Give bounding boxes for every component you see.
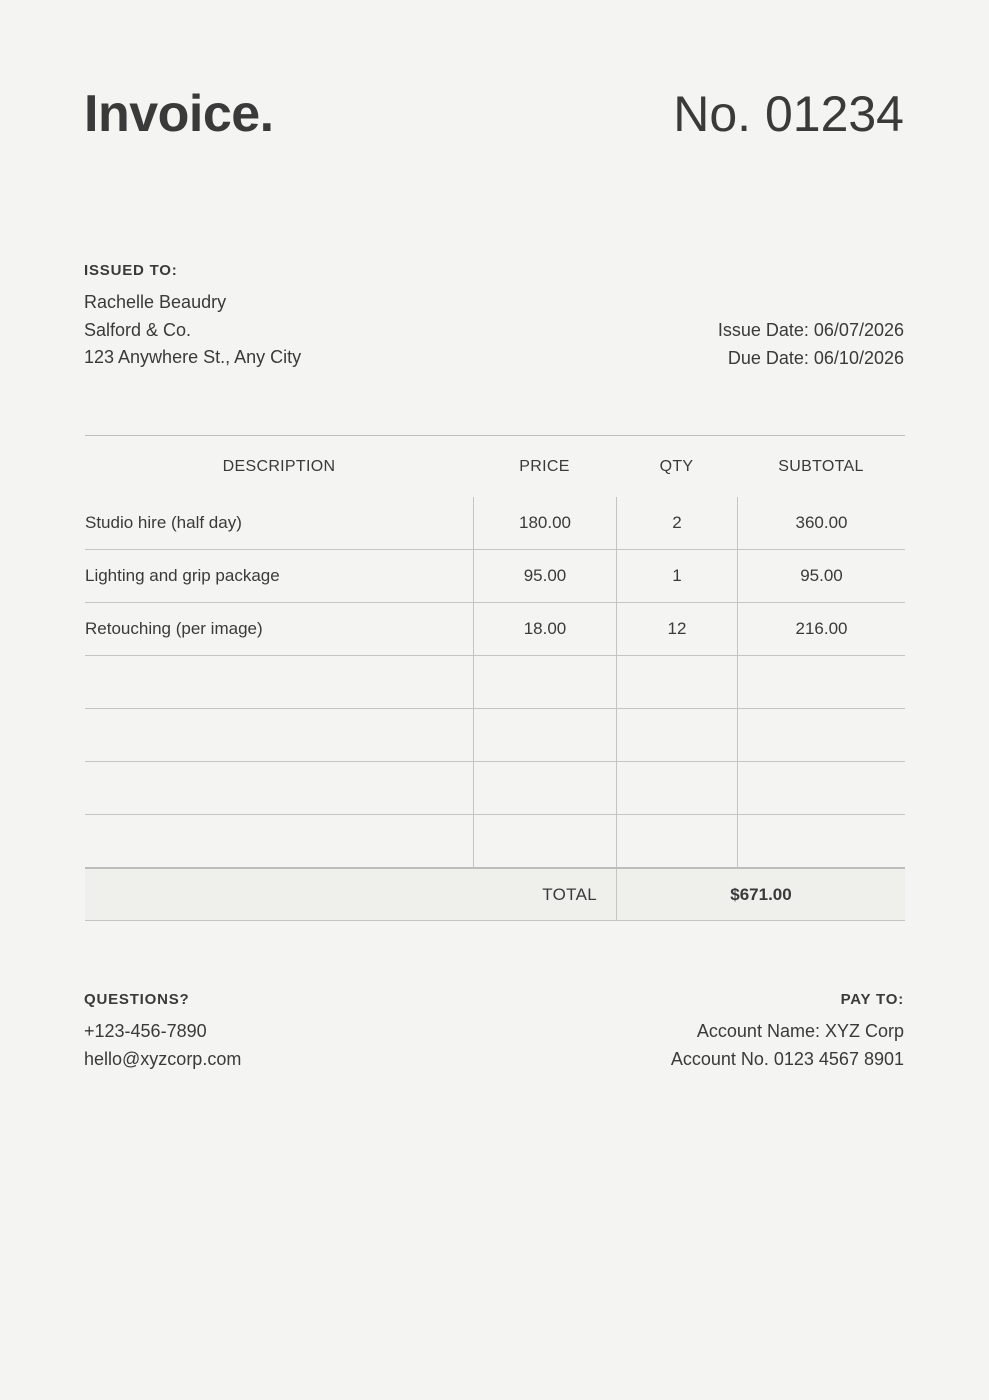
table-row <box>85 656 905 709</box>
row-subtotal: 360.00 <box>737 497 905 549</box>
row-subtotal <box>737 709 905 761</box>
total-label: TOTAL <box>542 884 597 904</box>
dates-block <box>718 317 904 372</box>
row-description <box>85 709 473 761</box>
client-company: Salford & Co. <box>84 319 192 340</box>
total-value: $671.00 <box>616 869 905 920</box>
questions-block <box>84 991 241 1073</box>
issued-to-block <box>84 262 301 372</box>
column-header-price: PRICE <box>519 457 570 475</box>
row-qty <box>616 709 737 761</box>
row-price: 95.00 <box>473 550 616 602</box>
row-subtotal <box>737 762 905 814</box>
row-qty: 12 <box>616 603 737 655</box>
row-price <box>473 815 616 867</box>
row-description: Retouching (per image) <box>85 619 263 638</box>
invoice-title: Invoice. <box>84 85 274 143</box>
due-date: Due Date: 06/10/2026 <box>727 347 904 368</box>
client-name: Rachelle Beaudry <box>84 292 227 312</box>
row-subtotal <box>737 656 905 708</box>
column-header-qty: QTY <box>659 457 694 475</box>
column-header-description: DESCRIPTION <box>222 457 336 475</box>
client-address: 123 Anywhere St., Any City <box>84 347 302 367</box>
invoice-table <box>85 435 905 921</box>
account-number: Account No. 0123 4567 8901 <box>670 1048 904 1069</box>
pay-to-heading: PAY TO: <box>840 991 904 1008</box>
table-header <box>85 436 905 497</box>
table-row <box>85 497 905 550</box>
row-qty <box>616 762 737 814</box>
row-qty <box>616 656 737 708</box>
row-price <box>473 709 616 761</box>
contact-phone: +123-456-7890 <box>84 1021 207 1041</box>
row-description: Lighting and grip package <box>85 566 280 585</box>
table-body <box>85 497 905 869</box>
total-row <box>85 869 905 921</box>
issue-date: Issue Date: 06/07/2026 <box>717 320 904 340</box>
row-price: 180.00 <box>473 497 616 549</box>
invoice-number: No. 01234 <box>673 86 904 142</box>
questions-heading: QUESTIONS? <box>84 991 190 1008</box>
row-qty: 1 <box>616 550 737 602</box>
table-row <box>85 550 905 603</box>
row-description <box>85 656 473 708</box>
column-header-subtotal: SUBTOTAL <box>778 457 864 475</box>
table-row <box>85 603 905 656</box>
row-price <box>473 656 616 708</box>
table-row <box>85 762 905 815</box>
table-row <box>85 815 905 869</box>
row-description: Studio hire (half day) <box>85 513 242 532</box>
pay-to-block <box>671 991 904 1073</box>
row-subtotal: 95.00 <box>737 550 905 602</box>
row-subtotal <box>737 815 905 867</box>
account-name: Account Name: XYZ Corp <box>696 1021 904 1041</box>
row-qty: 2 <box>616 497 737 549</box>
table-row <box>85 709 905 762</box>
row-qty <box>616 815 737 867</box>
row-price: 18.00 <box>473 603 616 655</box>
contact-email: hello@xyzcorp.com <box>84 1048 242 1069</box>
row-subtotal: 216.00 <box>737 603 905 655</box>
row-description <box>85 762 473 814</box>
row-description <box>85 815 473 867</box>
row-price <box>473 762 616 814</box>
issued-to-heading: ISSUED TO: <box>84 262 178 279</box>
